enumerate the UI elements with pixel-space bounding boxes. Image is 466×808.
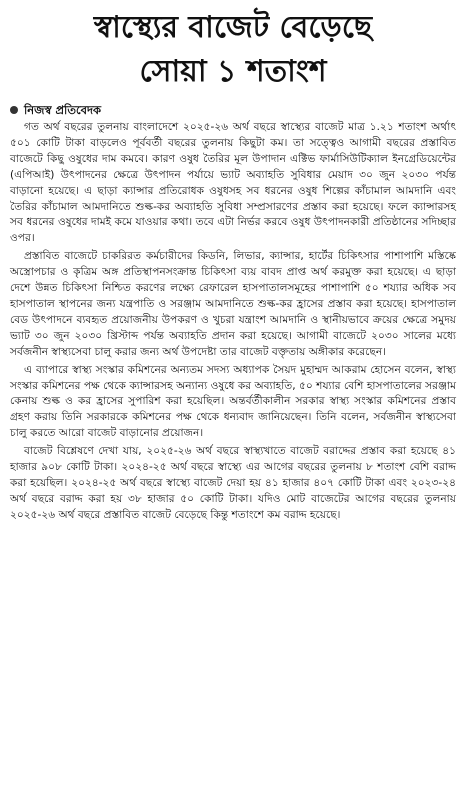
article-headline bbox=[10, 6, 456, 94]
byline-text: নিজস্ব প্রতিবেদক bbox=[24, 103, 102, 117]
paragraph-1: গত অর্থ বছরের তুলনায় বাংলাদেশে ২০২৫-২৬ অর্থ বছরে স্বাস্থ্যের বাজেট মাত্র ১.২১ শতাংশ অর্থাৎ ৫০১ কোটি টাকা বাড়লেও পূর্ববর্তী বছরের তুলনায় কিছুটা কম। তা সত্ত্বেও আগামী বছরের প্রস্তাবিত বাজেটে কিছু ওষুধের দাম কমবে। কারণ ওষুধ তৈরির মূল উপাদান এক্টিভ ফার্মাসিউটিক্যাল ইনগ্রেডিয়েন্টের (এপিআই) উৎপাদনের ক্ষেত্রে উৎপাদন পর্যায়ে ভ্যাট অব্যাহতি সুবিধার মেয়াদ ৩০ জুন ২০৩০ পর্যন্ত বাড়ানো হয়েছে। এ ছাড়া ক্যান্সার প্রতিরোধক ওষুধসহ সব ধরনের ওষুধ শিল্পের কাঁচামাল আমদানি এবং তৈরির কাঁচামাল আমদানিতে শুল্ক-কর অব্যাহতি সুবিধা সম্প্রসারণের প্রস্তাব করা হয়েছে। ফলে ক্যান্সারসহ সব ধরনের ওষুধের দামই কমে যাওয়ার কথা। তবে এটা নির্ভর করবে ওষুধ উৎপাদনকারী প্রতিষ্ঠানের সদিচ্ছার ওপর। bbox=[10, 121, 456, 245]
byline bbox=[10, 102, 456, 118]
headline-line-2: সোয়া ১ শতাংশ bbox=[139, 54, 327, 89]
paragraph-2: প্রস্তাবিত বাজেটে চাকরিরত কর্মচারীদের কিডনি, লিভার, ক্যান্সার, হার্টের চিকিৎসার পাশাপাশি মস্তিষ্কে অস্ত্রোপচার ও কৃত্রিম অঙ্গ প্রতিস্থাপনসংক্রান্ত চিকিৎসা ব্যয় বাবদ প্রাপ্ত অর্থ করমুক্ত করা হয়েছে। এ ছাড়া দেশে উন্নত চিকিৎসা নিশ্চিত করণের লক্ষ্যে রেফারেল হাসপাতালসমূহের পাশাপাশি ৫০ শয্যার অধিক সব হাসপাতাল স্থাপনের জন্য যন্ত্রপাতি ও সরঞ্জাম আমদানিতে শুল্ক-কর হ্রাসের প্রস্তাব করা হয়েছে। হাসপাতাল বেড উৎপাদনে ব্যবহৃত প্রয়োজনীয় উপকরণ ও খুচরা যন্ত্রাংশ আমদানি ও স্থানীয়ভাবে ক্রয়ের ক্ষেত্রে সমুদয় ভ্যাট ৩০ জুন ২০৩০ খ্রিস্টাব্দ পর্যন্ত অব্যাহতি প্রদান করা হয়েছে। আগামী বাজেটে ২০৩০ সালের মধ্যে সর্বজনীন স্বাস্থ্যসেবা চালু করার জন্য অর্থ উপদেষ্টা তার বাজেট বক্তৃতায় অঙ্গীকার করেছেন। bbox=[10, 250, 456, 358]
paragraph-4: বাজেট বিশ্লেষণে দেখা যায়, ২০২৫-২৬ অর্থ বছরে স্বাস্থ্যখাতে বাজেট বরাদ্দের প্রস্তাব করা হয়েছে ৪১ হাজার ৯০৮ কোটি টাকা। ২০২৪-২৫ অর্থ বছরে স্বাস্থ্যে এর আগের বছরের তুলনায় ৮ শতাংশ বেশি বরাদ্দ করা হয়েছিল। ২০২৪-২৫ অর্থ বছরে স্বাস্থ্যে বাজেট দেয়া হয় ৪১ হাজার ৪০৭ কোটি টাকা এবং ২০২৩-২৪ অর্থ বছরে বরাদ্দ করা হয় ৩৮ হাজার ৫০ কোটি টাকা। যদিও মোট বাজেটের আগের বছরের তুলনায় ২০২৫-২৬ অর্থ বছরে প্রস্তাবিত বাজেট বেড়েছে কিন্তু শতাংশে কম বরাদ্দ হয়েছে। bbox=[10, 445, 456, 521]
article-body bbox=[10, 120, 456, 524]
headline-line-1: স্বাস্থ্যের বাজেট বেড়েছে bbox=[93, 10, 373, 45]
bullet-icon bbox=[10, 106, 18, 114]
paragraph-3: এ ব্যাপারে স্বাস্থ্য সংস্কার কমিশনের অন্যতম সদস্য অধ্যাপক সৈয়দ মুহাম্মদ আকরাম হোসেন বলেন, স্বাস্থ্য সংস্কার কমিশনের পক্ষ থেকে ক্যান্সারসহ অন্যান্য ওষুধে কর অব্যাহতি, ৫০ শয্যার বেশি হাসপাতালের সরঞ্জাম কেনায় শুল্ক ও কর হ্রাসের সুপারিশ করা হয়েছিল। অন্তর্বর্তীকালীন সরকার স্বাস্থ্য সংস্কার কমিশনের প্রস্তাব গ্রহণ করায় তিনি সরকারকে কমিশনের পক্ষ থেকে ধন্যবাদ জানিয়েছেন। তিনি বলেন, সর্বজনীন স্বাস্থ্যসেবা চালু করতে আরো বাজেট বাড়ানোর প্রয়োজন। bbox=[10, 363, 456, 440]
